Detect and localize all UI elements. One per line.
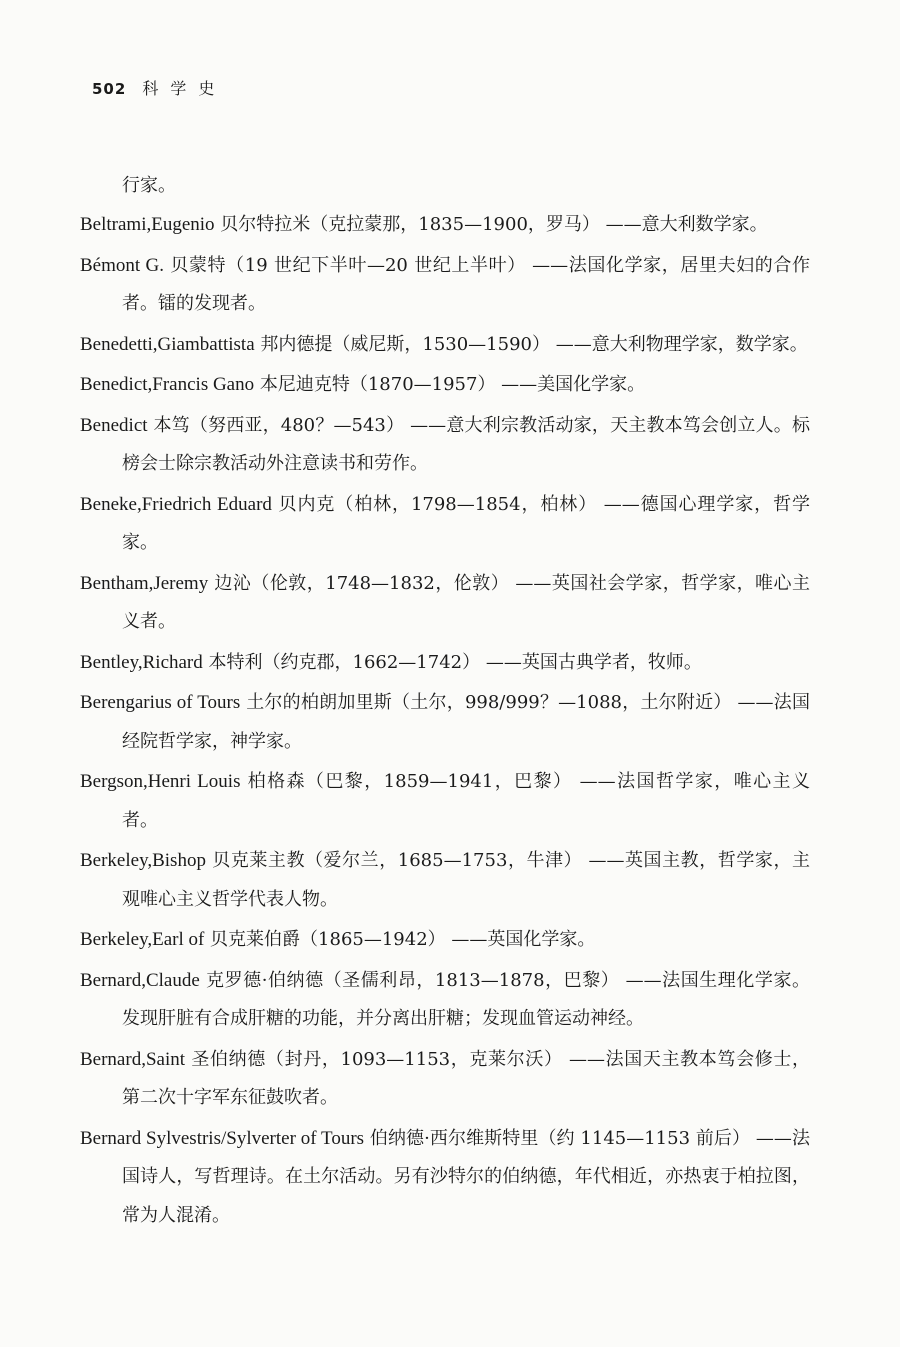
entry-description: 贝内克（柏林，1798—1854，柏林） ——德国心理学家，哲学家。 bbox=[122, 493, 811, 553]
entry-description: 伯纳德·西尔维斯特里（约 1145—1153 前后） ——法国诗人，写哲理诗。在土尔活动。另有沙特尔的伯纳德，年代相近，亦热衷于柏拉图，常为人混淆。 bbox=[122, 1127, 810, 1226]
entry-name-latin: Bernard,Claude bbox=[80, 969, 200, 991]
glossary-entry bbox=[80, 763, 810, 840]
entry-name-latin: Bernard,Saint bbox=[80, 1048, 186, 1070]
entry-description: 邦内德提（威尼斯，1530—1590） ——意大利物理学家，数学家。 bbox=[254, 333, 808, 355]
entry-name-latin: Bémont G. bbox=[80, 254, 164, 276]
entry-description: 贝克莱伯爵（1865—1942） ——英国化学家。 bbox=[204, 929, 596, 950]
entry-description: 土尔的柏朗加里斯（土尔，998/999？—1088，土尔附近） ——法国经院哲学家，神学家。 bbox=[122, 692, 810, 752]
glossary-entry bbox=[80, 206, 810, 245]
entry-name-latin: Berkeley,Bishop bbox=[80, 850, 206, 871]
entry-description: 贝克莱主教（爱尔兰，1685—1753，牛津） ——英国主教，哲学家，主观唯心主义哲学代表人物。 bbox=[122, 850, 810, 910]
entry-description: 本尼迪克特（1870—1957） ——美国化学家。 bbox=[254, 374, 646, 395]
entry-name-latin: Benedict bbox=[80, 414, 148, 436]
glossary-entry bbox=[80, 1120, 810, 1236]
glossary-entry bbox=[80, 366, 810, 405]
glossary-entry bbox=[80, 842, 810, 919]
glossary-entry bbox=[80, 486, 810, 563]
glossary-entry bbox=[80, 962, 810, 1039]
entry-name-latin: Bernard Sylvestris/Sylverter of Tours bbox=[80, 1127, 365, 1149]
entry-description: 柏格森（巴黎，1859—1941，巴黎） ——法国哲学家，唯心主义者。 bbox=[122, 771, 810, 831]
glossary-entry bbox=[80, 565, 810, 642]
continuation-text: 行家。 bbox=[122, 175, 176, 196]
entry-name-latin: Berkeley,Earl of bbox=[80, 929, 205, 950]
entry-description: 克罗德·伯纳德（圣儒利昂，1813—1878，巴黎） ——法国生理化学家。发现肝脏有合成肝糖的功能，并分离出肝糖；发现血管运动神经。 bbox=[122, 969, 810, 1029]
entry-name-latin: Beltrami,Eugenio bbox=[80, 214, 215, 235]
entry-description: 贝蒙特（19 世纪下半叶—20 世纪上半叶） ——法国化学家，居里夫妇的合作者。镭的发现者。 bbox=[122, 254, 810, 314]
glossary-entry bbox=[80, 247, 810, 324]
glossary-entry bbox=[80, 407, 810, 484]
glossary-entry bbox=[80, 644, 810, 683]
glossary-entry bbox=[80, 684, 810, 761]
running-header bbox=[92, 76, 226, 99]
glossary-entry bbox=[80, 1041, 810, 1118]
entry-name-latin: Berengarius of Tours bbox=[80, 692, 241, 713]
entry-name-latin: Bentley,Richard bbox=[80, 651, 203, 673]
entry-name-latin: Beneke,Friedrich Eduard bbox=[80, 493, 272, 515]
entry-description: 边沁（伦敦，1748—1832，伦敦） ——英国社会学家，哲学家，唯心主义者。 bbox=[122, 572, 810, 632]
entry-list bbox=[80, 206, 810, 1235]
book-title: 科学史 bbox=[142, 79, 227, 98]
glossary-body bbox=[80, 168, 810, 1235]
glossary-entry bbox=[80, 326, 810, 365]
entry-description: 本笃（努西亚，480？—543） ——意大利宗教活动家，天主教本笃会创立人。标榜会士除宗教活动外注意读书和劳作。 bbox=[122, 414, 810, 474]
entry-description: 本特利（约克郡，1662—1742） ——英国古典学者，牧师。 bbox=[202, 651, 702, 673]
page-number: 502 bbox=[92, 80, 127, 98]
entry-name-latin: Bentham,Jeremy bbox=[80, 572, 209, 594]
glossary-entry bbox=[80, 921, 810, 960]
entry-description: 圣伯纳德（封丹，1093—1153，克莱尔沃） ——法国天主教本笃会修士，第二次十字军东征鼓吹者。 bbox=[122, 1048, 810, 1108]
entry-description: 贝尔特拉米（克拉蒙那，1835—1900，罗马） ——意大利数学家。 bbox=[214, 214, 768, 235]
entry-name-latin: Benedetti,Giambattista bbox=[80, 333, 255, 355]
entry-name-latin: Bergson,Henri Louis bbox=[80, 771, 241, 792]
entry-name-latin: Benedict,Francis Gano bbox=[80, 374, 255, 395]
